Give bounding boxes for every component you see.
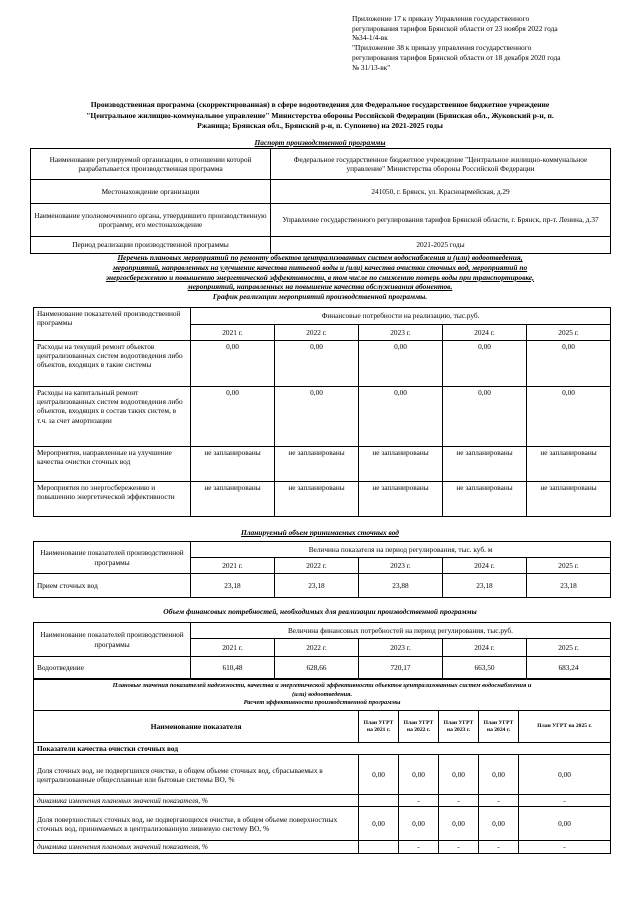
- finance-col-group: Величина финансовых потребностей на период регулирования, тыс.руб.: [191, 623, 611, 639]
- cell-value: 720,17: [359, 657, 443, 679]
- order-reference: [352, 14, 622, 72]
- year-header: 2021 г.: [191, 639, 275, 657]
- cell-value: не запланированы: [443, 482, 527, 517]
- cell-value: -: [479, 795, 519, 807]
- cell-value: [359, 795, 399, 807]
- cell-value: 663,50: [443, 657, 527, 679]
- year-header: 2023 г.: [359, 325, 443, 341]
- passport-value: Управление государственного регулирования тарифов Брянской области, г. Брянск, пр-т. Ленина, д.37: [271, 204, 611, 237]
- passport-row: [31, 180, 611, 204]
- cell-value: -: [519, 795, 611, 807]
- row-label: Мероприятия, направленные на улучшение качества очистки сточных вод: [34, 447, 191, 482]
- passport-row: [31, 149, 611, 180]
- volume-heading: Планируемый объем принимаемых сточных вод: [241, 528, 399, 537]
- year-header: 2022 г.: [275, 558, 359, 574]
- cell-value: 0,00: [519, 755, 611, 795]
- passport-heading: Паспорт производственной программы: [254, 138, 386, 147]
- table-row: [34, 482, 611, 517]
- volume-col-label: Наименование показателей производственной программы: [34, 542, 191, 574]
- measures-subheading: График реализации мероприятий производственной программы.: [212, 292, 428, 302]
- cell-value: 23,18: [527, 574, 611, 598]
- row-label: Доля поверхностных сточных вод, не подвергающихся очистке, в общем объеме поверхностных сточных вод, принимаемых в централизованную ливневую систему ВО, %: [34, 807, 359, 841]
- efficiency-heading-line: (или) водоотведения.: [291, 690, 353, 698]
- cell-value: 0,00: [519, 807, 611, 841]
- cell-value: -: [439, 841, 479, 853]
- year-header: 2022 г.: [275, 639, 359, 657]
- header-line: регулирования тарифов Брянской области от 23 ноября 2022 года: [352, 23, 558, 33]
- cell-value: не запланированы: [275, 447, 359, 482]
- cell-value: [359, 841, 399, 853]
- measures-heading-line: энергосбережению и повышению энергетической эффективности, в том числе по снижению потерь воды при транспортировке,: [105, 272, 535, 282]
- passport-label: Местонахождение организации: [31, 180, 271, 204]
- cell-value: 0,00: [479, 807, 519, 841]
- passport-label: Наименование регулируемой организации, в отношении которой разрабатывается производственная программа: [31, 149, 271, 180]
- plan-year-header: План УГРТ на 2021 г.: [359, 711, 399, 743]
- cell-value: не запланированы: [191, 447, 275, 482]
- cell-value: 0,00: [439, 755, 479, 795]
- plan-year-header: План УГРТ на 2023 г.: [439, 711, 479, 743]
- cell-value: не запланированы: [191, 482, 275, 517]
- finance-table: [33, 622, 611, 679]
- measures-heading-line: Перечень плановых мероприятий по ремонту объектов централизованных систем водоснабжения и (или) водоотведения,: [117, 253, 523, 262]
- measures-heading-line: мероприятий, направленных на повышение качества обслуживания абонентов.: [187, 282, 453, 292]
- cell-value: 0,00: [359, 807, 399, 841]
- cell-value: 0,00: [191, 341, 275, 387]
- header-line: регулирования тарифов Брянской области от 18 декабря 2020 года: [352, 52, 561, 62]
- passport-value: Федеральное государственное бюджетное учреждение "Центральное жилищно-коммунальное управление" Министерства обороны Российской Федерации: [271, 149, 611, 180]
- measures-col-label: Наименование показателей производственной программы: [34, 308, 191, 341]
- cell-value: 683,24: [527, 657, 611, 679]
- header-line: № 31/13-вк": [352, 62, 391, 72]
- year-header: 2023 г.: [359, 558, 443, 574]
- measures-table: [33, 307, 611, 517]
- row-label: Расходы на капитальный ремонт централизованных систем водоотведения либо объектов, входящих в состав таких систем, в т.ч. за счет амортизации: [34, 387, 191, 447]
- row-label: динамика изменения плановых значений показателя, %: [34, 795, 359, 807]
- title-line: Ржаница; Брянская обл., Брянский р-н, п. Супонево) на 2021-2025 годы: [197, 121, 443, 130]
- year-header: 2024 г.: [443, 558, 527, 574]
- plan-year-header: План УГРТ на 2024 г.: [479, 711, 519, 743]
- cell-value: 0,00: [359, 341, 443, 387]
- cell-value: не запланированы: [527, 447, 611, 482]
- row-label: Расходы на текущий ремонт объектов централизованных систем водоотведения либо объектов, входящих в такие системы: [34, 341, 191, 387]
- table-row: [34, 657, 611, 679]
- cell-value: -: [519, 841, 611, 853]
- cell-value: 0,00: [191, 387, 275, 447]
- efficiency-heading-line: Плановые значения показателей надежности, качества и энергетической эффективности объектов централизованных систем водоснабжения и: [112, 682, 532, 690]
- table-row: [34, 755, 611, 795]
- header-line: Приложение 17 к приказу Управления государственного: [352, 14, 530, 23]
- efficiency-heading: [34, 680, 611, 711]
- volume-table: [33, 541, 611, 598]
- cell-value: 0,00: [527, 341, 611, 387]
- table-row: [34, 447, 611, 482]
- year-header: 2021 г.: [191, 325, 275, 341]
- measures-heading-line: мероприятий, направленных на улучшение качества питьевой воды и (или) качества очистки сточных вод, мероприятий по: [112, 262, 528, 272]
- measures-heading: [30, 253, 610, 302]
- cell-value: не запланированы: [359, 482, 443, 517]
- cell-value: 0,00: [275, 387, 359, 447]
- table-row: [34, 841, 611, 853]
- table-row: [34, 341, 611, 387]
- year-header: 2025 г.: [527, 325, 611, 341]
- title-line: Производственная программа (скорректированная) в сфере водоотведения для Федеральное государственное бюджетное учреждение: [90, 100, 550, 109]
- cell-value: 0,00: [479, 755, 519, 795]
- year-header: 2025 г.: [527, 558, 611, 574]
- cell-value: не запланированы: [359, 447, 443, 482]
- passport-label: Наименование уполномоченного органа, утвердившего производственную программу, его местонахождение: [31, 204, 271, 237]
- cell-value: не запланированы: [527, 482, 611, 517]
- cell-value: не запланированы: [275, 482, 359, 517]
- plan-year-header: План УГРТ на 2025 г.: [519, 711, 611, 743]
- passport-value: 2021-2025 годы: [271, 237, 611, 254]
- cell-value: 23,18: [443, 574, 527, 598]
- row-label: Водоотведение: [34, 657, 191, 679]
- efficiency-table: [33, 679, 611, 854]
- cell-value: -: [479, 841, 519, 853]
- cell-value: 0,00: [275, 341, 359, 387]
- cell-value: 0,00: [359, 387, 443, 447]
- cell-value: 0,00: [443, 341, 527, 387]
- title-line: "Центральное жилищно-коммунальное управление" Министерства обороны Российской Федерации (Брянская обл., Жуковский р-н, п.: [86, 110, 554, 120]
- cell-value: 0,00: [527, 387, 611, 447]
- cell-value: 628,66: [275, 657, 359, 679]
- measures-col-group: Финансовые потребности на реализацию, тыс.руб.: [191, 308, 611, 325]
- year-header: 2024 г.: [443, 639, 527, 657]
- cell-value: 23,88: [359, 574, 443, 598]
- passport-row: [31, 237, 611, 254]
- cell-value: 23,18: [191, 574, 275, 598]
- efficiency-section-title: Показатели качества очистки сточных вод: [34, 743, 611, 755]
- passport-value: 241050, г. Брянск, ул. Красноармейская, д.29: [271, 180, 611, 204]
- cell-value: 0,00: [399, 807, 439, 841]
- year-header: 2024 г.: [443, 325, 527, 341]
- table-row: [34, 574, 611, 598]
- header-line: №34-1/4-вк: [352, 33, 388, 43]
- finance-heading: Объем финансовых потребностей, необходимых для реализации производственной программы: [163, 607, 477, 616]
- passport-table: [30, 148, 611, 254]
- table-row: [34, 387, 611, 447]
- volume-col-group: Величина показателя на период регулирования, тыс. куб. м: [191, 542, 611, 558]
- finance-col-label: Наименование показателей производственной программы: [34, 623, 191, 657]
- table-row: [34, 795, 611, 807]
- year-header: 2025 г.: [527, 639, 611, 657]
- passport-row: [31, 204, 611, 237]
- cell-value: -: [399, 841, 439, 853]
- year-header: 2021 г.: [191, 558, 275, 574]
- passport-label: Период реализации производственной программы: [31, 237, 271, 254]
- efficiency-heading-line: Расчет эффективности производственной программы: [243, 699, 401, 707]
- document-title: [30, 100, 610, 132]
- cell-value: 0,00: [443, 387, 527, 447]
- cell-value: -: [399, 795, 439, 807]
- cell-value: 0,00: [439, 807, 479, 841]
- cell-value: 0,00: [359, 755, 399, 795]
- table-row: [34, 807, 611, 841]
- cell-value: 0,00: [399, 755, 439, 795]
- row-label: Прием сточных вод: [34, 574, 191, 598]
- row-label: динамика изменения плановых значений показателя, %: [34, 841, 359, 853]
- row-label: Доля сточных вод, не подвергшихся очистке, в общем объеме сточных вод, сбрасываемых в централизованные общесплавные или бытовые системы ВО, %: [34, 755, 359, 795]
- cell-value: 23,18: [275, 574, 359, 598]
- row-label: Мероприятия по энергосбережению и повышению энергетической эффективности: [34, 482, 191, 517]
- efficiency-col-label: Наименование показателя: [34, 711, 359, 743]
- cell-value: -: [439, 795, 479, 807]
- header-line: "Приложение 38 к приказу управления государственного: [352, 43, 532, 53]
- cell-value: 610,48: [191, 657, 275, 679]
- year-header: 2023 г.: [359, 639, 443, 657]
- year-header: 2022 г.: [275, 325, 359, 341]
- cell-value: не запланированы: [443, 447, 527, 482]
- plan-year-header: План УГРТ на 2022 г.: [399, 711, 439, 743]
